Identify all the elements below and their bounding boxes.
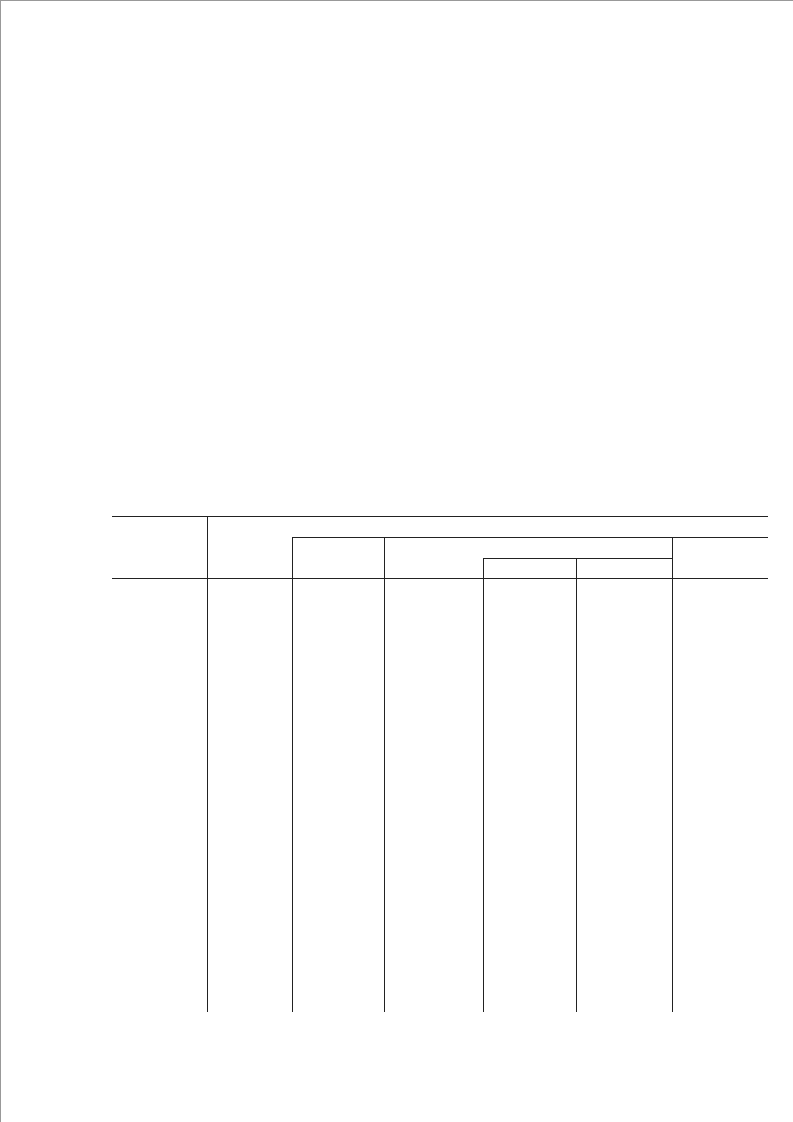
- header-top-rule: [112, 516, 768, 517]
- col-divider: [384, 537, 385, 1012]
- col-divider: [672, 537, 673, 1012]
- header-mid-rule: [292, 537, 768, 538]
- page-border-left: [0, 0, 1, 1122]
- col-divider: [292, 537, 293, 1012]
- page-border-top: [0, 0, 793, 1]
- col-divider: [483, 558, 484, 1012]
- header-bottom-rule: [112, 578, 768, 579]
- header-sub-rule: [483, 558, 672, 559]
- col-divider: [207, 516, 208, 1012]
- col-divider: [576, 558, 577, 1012]
